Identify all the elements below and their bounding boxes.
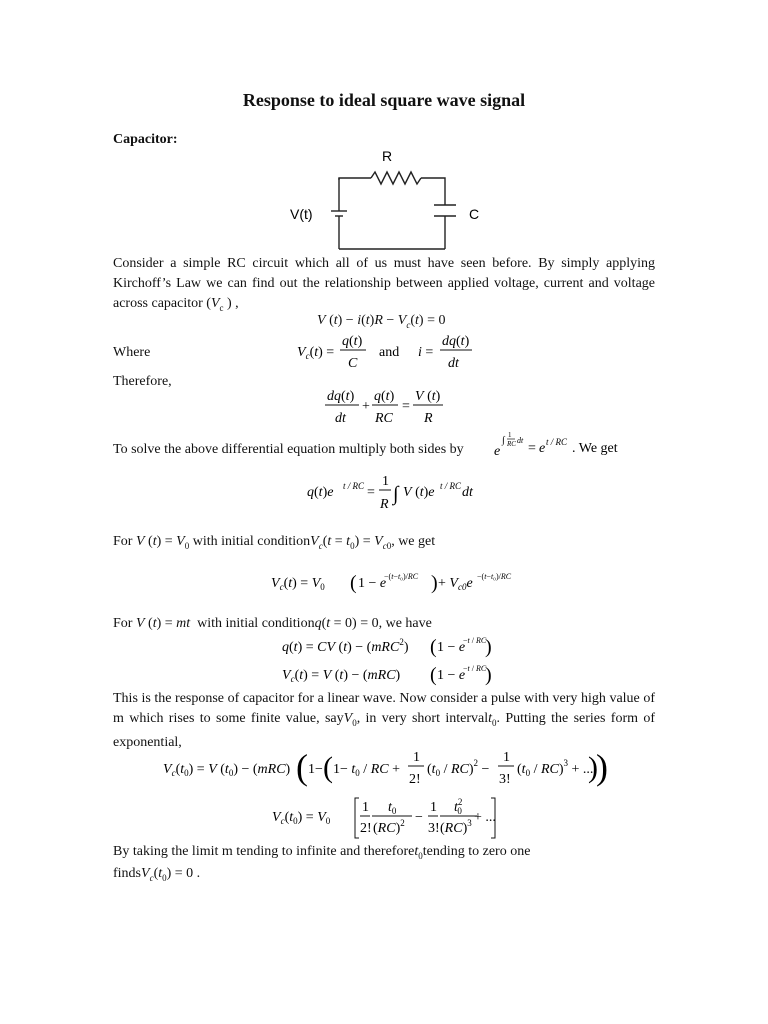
svg-text:1− t0 / RC +: $1- t_0$ / RC + — [333, 762, 400, 778]
svg-text:=: = — [367, 485, 375, 500]
svg-text:e: e — [539, 441, 546, 456]
svg-text:): ) — [596, 747, 608, 787]
svg-text:1: 1 — [362, 800, 369, 815]
svg-text:+: + — [362, 399, 370, 414]
svg-text:q(t): q(t) — [342, 334, 363, 349]
svg-text:RC: RC — [507, 440, 516, 448]
svg-text:1: 1 — [503, 750, 510, 765]
condition-line-2: For V (t) = mt with initial conditionq(t = 0) = 0, we have — [113, 616, 432, 631]
linear-text-end: . Putting the series form of exponential, — [113, 711, 656, 750]
svg-text:t20: $t^2$ 0 — [454, 797, 463, 816]
svg-text:): ) — [485, 664, 492, 686]
svg-text:=: = — [528, 441, 536, 456]
resistor-label: R — [382, 148, 393, 164]
we-get-text: . We get — [572, 441, 618, 456]
svg-text:=: = — [402, 399, 410, 414]
svg-text:i =: i = — [418, 345, 434, 360]
intro-paragraph: Consider a simple RC circuit which all of us must have seen before. By simply applying Kirchoff’s Law we can find out the relationship between applied voltage, current and voltage across capacitor ($V_c$ ) , — [113, 256, 655, 313]
equation-series-simplified — [272, 795, 502, 841]
linear-text-mid: , in very short interval — [356, 711, 489, 726]
therefore-label: Therefore, — [113, 374, 172, 389]
svg-text:+ ...: + ... — [474, 810, 496, 825]
svg-text:∫: ∫ — [502, 435, 505, 446]
svg-text:3!: 3! — [428, 821, 440, 836]
svg-text:(RC)3: (RC)$^3$ — [440, 818, 472, 836]
svg-text:Vc(t0) = V (t0) − (mRC): $V_c(t_0) = V$ $(t_0) - (mRC)$ — [163, 762, 291, 778]
svg-text:(t0 / RC)3 + ...: $(t_0 / RC)^3$ + ... — [517, 758, 594, 778]
svg-text:q(t)e: q(t)e — [307, 485, 334, 500]
svg-text:(: ( — [350, 572, 357, 594]
svg-text:(: ( — [323, 751, 333, 784]
svg-text:): ) — [588, 751, 598, 784]
svg-text:1: 1 — [382, 474, 389, 489]
svg-text:(: ( — [296, 747, 308, 787]
svg-text:(t0 / RC)2 −: $(t_0 / RC)^2$ − — [427, 758, 490, 778]
svg-text:(: ( — [430, 636, 437, 658]
and-label: and — [379, 345, 400, 360]
page-title: Response to ideal square wave signal — [242, 90, 526, 110]
svg-text:C: C — [348, 356, 358, 371]
svg-text:1 − e: 1 − e — [358, 576, 387, 591]
svg-text:−(t−t₀)/RC: −(t−t₀)/RC — [384, 572, 419, 581]
svg-text:1−: 1− — [308, 762, 323, 777]
svg-text:+ Vc0e: + $V_{c0}e$ — [438, 576, 473, 592]
svg-text:−t / RC: −t / RC — [463, 664, 487, 673]
initial-condition-text-1: with initial condition — [192, 534, 311, 549]
svg-text:q(t): q(t) — [374, 389, 395, 404]
svg-text:t / RC: t / RC — [343, 481, 365, 491]
intro-text: Consider a simple RC circuit which all of us must have seen before. By simply applying Kirchoff’s Law we can find out the relationship between applied voltage, current and voltage across capacitor ( — [113, 256, 655, 311]
svg-text:Vc(t) =: $V_c(t)$ = — [297, 345, 335, 361]
svg-text:V (t): V (t) — [415, 389, 441, 404]
svg-text:q(t) = CV (t) − (mRC2): q(t) = CV (t) − (mRC$^2$) — [282, 637, 409, 655]
svg-text:−(t−t₀)/RC: −(t−t₀)/RC — [477, 572, 512, 581]
limit-text-mid: tending to zero one — [422, 844, 531, 859]
limit-text: By taking the limit m tending to infinite and therefore — [113, 844, 415, 859]
svg-text:dq(t): dq(t) — [327, 389, 355, 404]
finds-line: $findsV_c(t_0) = 0$ . — [113, 866, 201, 883]
svg-text:dt: dt — [462, 485, 473, 500]
linear-text: This is the response of capacitor for a linear wave. Now consider a pulse with very high value of m which rises to some finite value, say — [113, 691, 655, 726]
equation-definitions — [295, 330, 495, 372]
svg-text:1: 1 — [413, 750, 420, 765]
svg-text:Vc(t) = V0: $V_c(t) = V_0$ — [271, 576, 325, 592]
svg-text:): ) — [431, 572, 438, 594]
rc-circuit-diagram — [283, 145, 483, 253]
svg-text:Vc(t) = V (t) − (mRC): $V_c(t) = V$ (t) − (mRC) — [282, 668, 401, 684]
capacitor-label: C — [469, 206, 480, 222]
equation-step-response — [271, 567, 511, 597]
svg-text:3!: 3! — [499, 772, 511, 787]
section-heading: Capacitor: — [113, 132, 178, 147]
svg-text:−: − — [415, 810, 423, 825]
svg-text:R: R — [424, 411, 433, 426]
svg-text:dq(t): dq(t) — [442, 334, 470, 349]
equation-differential — [325, 385, 455, 427]
for-text-1: For — [113, 534, 133, 549]
solve-text: To solve the above differential equation multiply both sides by — [113, 442, 464, 457]
svg-text:t / RC: t / RC — [440, 481, 462, 491]
svg-text:t0: $t_0$ — [388, 800, 397, 816]
intro-text-end: ) , — [227, 296, 239, 311]
svg-text:t / RC: t / RC — [546, 437, 568, 447]
limit-paragraph: By taking the limit m tending to infinite and thereforet$_0$tending to zero one — [113, 844, 531, 861]
svg-text:−t / RC: −t / RC — [463, 636, 487, 645]
svg-text:): ) — [485, 636, 492, 658]
equation-integrating-factor — [494, 428, 654, 460]
for-text-2: For — [113, 616, 133, 631]
condition-line-1: For V $(t) = V_0$ with initial conditionV$_c$(t = $t_0) = V_{c0}$, we get — [113, 534, 436, 551]
svg-text:RC: RC — [375, 411, 393, 426]
svg-text:V (t)e: V (t)e — [403, 485, 435, 500]
finds-text: finds — [113, 866, 141, 881]
svg-text:1 − e: 1 − e — [437, 668, 466, 683]
equation-kirchhoff: V $(t) - i(t)R - V_c(t) = 0$ — [317, 313, 446, 330]
svg-text:2!: 2! — [360, 821, 372, 836]
equation-series-expansion — [163, 745, 608, 795]
svg-text:1: 1 — [508, 431, 512, 439]
svg-text:dt: dt — [448, 356, 459, 371]
we-have-text: , we have — [378, 616, 432, 631]
svg-text:1: 1 — [430, 800, 437, 815]
svg-text:dt: dt — [335, 411, 346, 426]
linear-paragraph: This is the response of capacitor for a linear wave. Now consider a pulse with very high value of m which rises to some finite value, sayV$_0$, in very short intervalt$_0$. Putting the series form of exponential, — [113, 691, 656, 750]
equation-ramp-voltage — [282, 660, 502, 688]
svg-text:R: R — [380, 497, 389, 512]
source-label: V(t) — [290, 206, 313, 222]
svg-text:2!: 2! — [409, 772, 421, 787]
equation-ramp-charge — [282, 632, 502, 660]
equation-solution-integral — [307, 470, 477, 514]
svg-text:1 − e: 1 − e — [437, 640, 466, 655]
resistor-symbol — [371, 172, 421, 184]
svg-text:(: ( — [430, 664, 437, 686]
we-get-text-2: , we get — [391, 534, 436, 549]
svg-text:Vc(t0) = V0: $V_c(t_0) = V_0$ — [272, 810, 331, 826]
svg-text:(RC)2: (RC)$^2$ — [373, 818, 405, 836]
svg-text:∫: ∫ — [393, 483, 399, 505]
svg-text:dt: dt — [517, 436, 524, 445]
where-label: Where — [113, 345, 151, 360]
svg-text:e: e — [494, 444, 501, 459]
initial-condition-text-2: with initial condition — [197, 616, 315, 631]
